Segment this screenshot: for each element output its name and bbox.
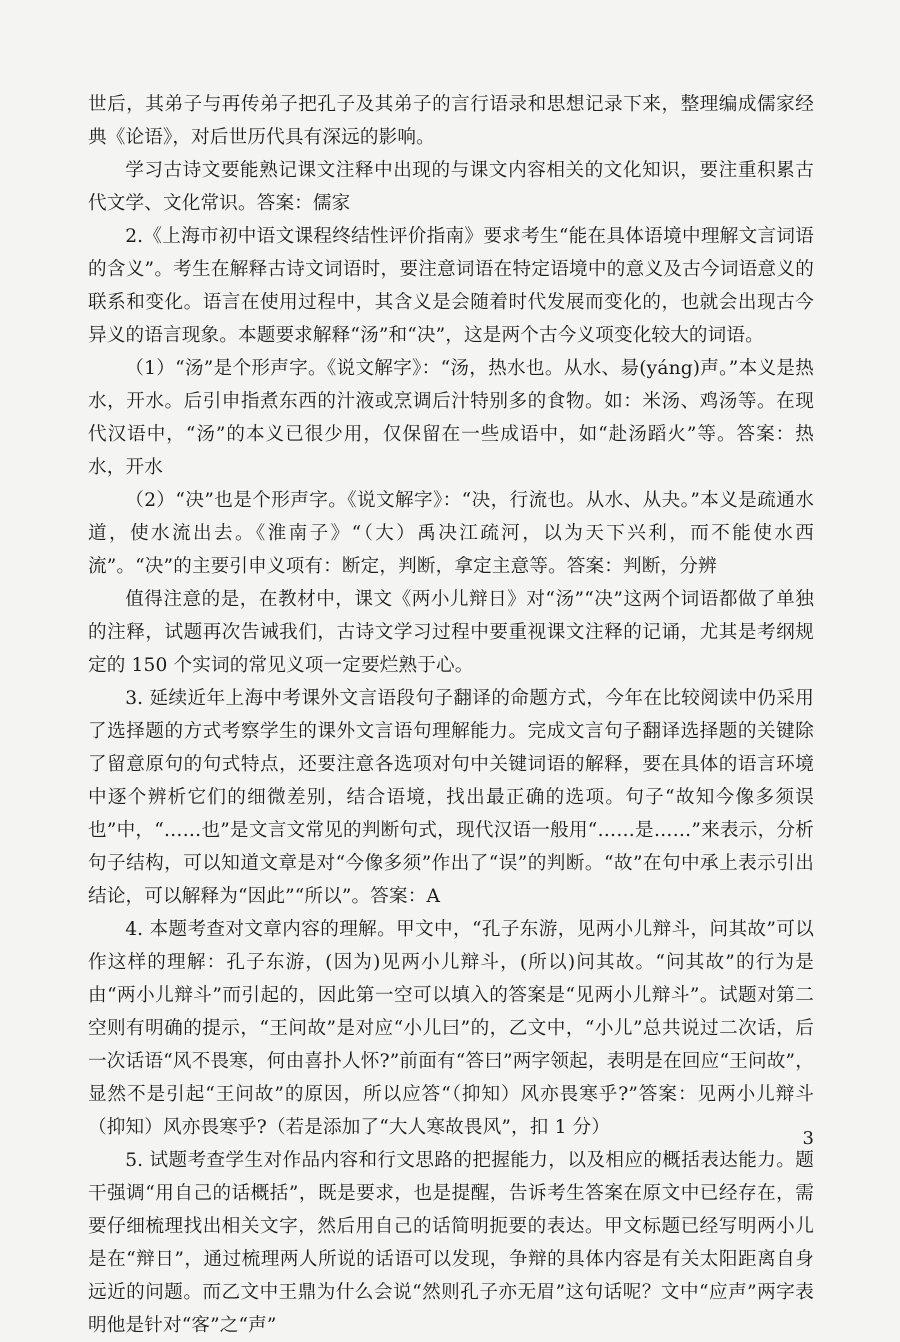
paragraph-question-2-part-1: （1）“汤”是个形声字。《说文解字》：“汤，热水也。从水、昜(yáng)声。”本义是热水，开水。后引申指煮东西的汁液或烹调后汁特别多的食物。如：米汤、鸡汤等。在现代汉语中，“汤”的本义已很少用，仅保留在一些成语中，如“赴汤蹈火”等。答案：热水，开水 — [88, 358, 814, 478]
paragraph-answer-1: 学习古诗文要能熟记课文注释中出现的与课文内容相关的文化知识，要注重积累古代文学、文化常识。答案：儒家 — [88, 160, 814, 214]
paragraph-question-3: 3. 延续近年上海中考课外文言语段句子翻译的命题方式，今年在比较阅读中仍采用了选择题的方式考察学生的课外文言语句理解能力。完成文言句子翻译选择题的关键除了留意原句的句式特点，还要注意各选项对句中关键词语的解释，要在具体的语言环境中逐个辨析它们的细微差别，结合语境，找出最正确的选项。句子“故知今像多须误也”中，“……也”是文言文常见的判断句式，现代汉语一般用“……是……”来表示，分析句子结构，可以知道文章是对“今像多须”作出了“误”的判断。“故”在句中承上表示引出结论，可以解释为“因此”“所以”。答案：A — [88, 688, 814, 907]
paragraph-question-5: 5. 试题考查学生对作品内容和行文思路的把握能力，以及相应的概括表达能力。题干强调“用自己的话概括”，既是要求，也是提醒，告诉考生答案在原文中已经存在，需要仔细梳理找出相关文字，然后用自己的话简明扼要的表达。甲文标题已经写明两小儿是在“辩日”，通过梳理两人所说的话语可以发现，争辩的具体内容是有关太阳距离自身远近的问题。而乙文中王鼎为什么会说“然则孔子亦无眉”这句话呢？文中“应声”两字表明他是针对“客”之“声” — [88, 1150, 814, 1336]
page-number: 3 — [802, 1128, 814, 1149]
paragraph-question-2-part-2: （2）“决”也是个形声字。《说文解字》：“决，行流也。从水、从夬。”本义是疏通水道，使水流出去。《淮南子》“（大）禹决江疏河，以为天下兴利，而不能使水西流”。“决”的主要引申义项有：断定，判断，拿定主意等。答案：判断，分辨 — [88, 490, 814, 577]
paragraph-continuation: 世后，其弟子与再传弟子把孔子及其弟子的言行语录和思想记录下来，整理编成儒家经典《论语》，对后世历代具有深远的影响。 — [88, 94, 814, 148]
paragraph-question-2: 2.《上海市初中语文课程终结性评价指南》要求考生“能在具体语境中理解文言词语的含义”。考生在解释古诗文词语时，要注意词语在特定语境中的意义及古今词语意义的联系和变化。语言在使用过程中，其含义是会随着时代发展而变化的，也就会出现古今异义的语言现象。本题要求解释“汤”和“决”，这是两个古今义项变化较大的词语。 — [88, 226, 814, 346]
paragraph-question-4: 4. 本题考查对文章内容的理解。甲文中，“孔子东游，见两小儿辩斗，问其故”可以作这样的理解：孔子东游，(因为)见两小儿辩斗，(所以)问其故。“问其故”的行为是由“两小儿辩斗”而引起的，因此第一空可以填入的答案是“见两小儿辩斗”。试题对第二空则有明确的提示，“王问故”是对应“小儿曰”的，乙文中，“小儿”总共说过二次话，后一次话语“风不畏寒，何由喜扑人怀?”前面有“答曰”两字领起，表明是在回应“王问故”，显然不是引起“王问故”的原因，所以应答“（抑知）风亦畏寒乎?”答案：见两小儿辩斗 （抑知）风亦畏寒乎?（若是添加了“大人寒故畏风”，扣 1 分） — [88, 919, 833, 1138]
paragraph-note: 值得注意的是，在教材中，课文《两小儿辩日》对“汤”“决”这两个词语都做了单独的注释，试题再次告诫我们，古诗文学习过程中要重视课文注释的记诵，尤其是考纲规定的 150 个实词的常见义项一定要烂熟于心。 — [88, 589, 814, 676]
document-page — [88, 88, 833, 1342]
